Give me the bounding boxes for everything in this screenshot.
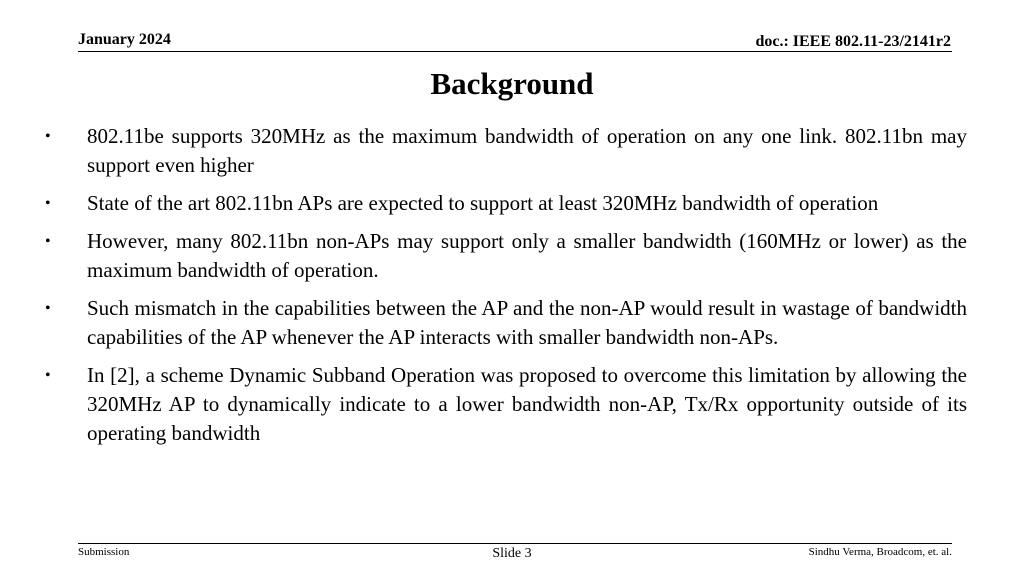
- header-doc-id: doc.: IEEE 802.11-23/2141r2: [755, 33, 951, 50]
- footer-submission: Submission: [78, 546, 130, 558]
- bullet-icon: •: [45, 300, 51, 317]
- bullet-item: [45, 189, 967, 218]
- footer-divider: [78, 543, 952, 544]
- bullet-text: Such mismatch in the capabilities between the AP and the non-AP would result in wastage of bandwidth capabilities of the AP whenever the AP interacts with smaller bandwidth non-APs.: [87, 296, 967, 349]
- slide-number: Slide 3: [492, 546, 532, 561]
- bullet-text: In [2], a scheme Dynamic Subband Operation was proposed to overcome this limitation by allowing the 320MHz AP to dynamically indicate to a lower bandwidth non-AP, Tx/Rx opportunity outside of its operating bandwidth: [87, 363, 967, 445]
- bullet-icon: •: [45, 195, 51, 212]
- bullet-item: [45, 294, 967, 352]
- bullet-text: However, many 802.11bn non-APs may support only a smaller bandwidth (160MHz or lower) as the maximum bandwidth of operation.: [87, 229, 967, 282]
- header-date: January 2024: [78, 31, 171, 48]
- bullet-item: [45, 361, 967, 448]
- bullet-text: State of the art 802.11bn APs are expected to support at least 320MHz bandwidth of operation: [87, 191, 879, 215]
- header-divider: [78, 51, 952, 52]
- bullet-icon: •: [45, 128, 51, 145]
- bullet-item: [45, 227, 967, 285]
- footer-authors: Sindhu Verma, Broadcom, et. al.: [808, 546, 952, 558]
- bullet-text: 802.11be supports 320MHz as the maximum bandwidth of operation on any one link. 802.11bn may support even higher: [87, 124, 967, 177]
- slide-title: Background: [430, 66, 594, 101]
- bullet-icon: •: [45, 233, 51, 250]
- bullet-item: [45, 122, 967, 180]
- bullet-list: [45, 122, 967, 457]
- bullet-icon: •: [45, 367, 51, 384]
